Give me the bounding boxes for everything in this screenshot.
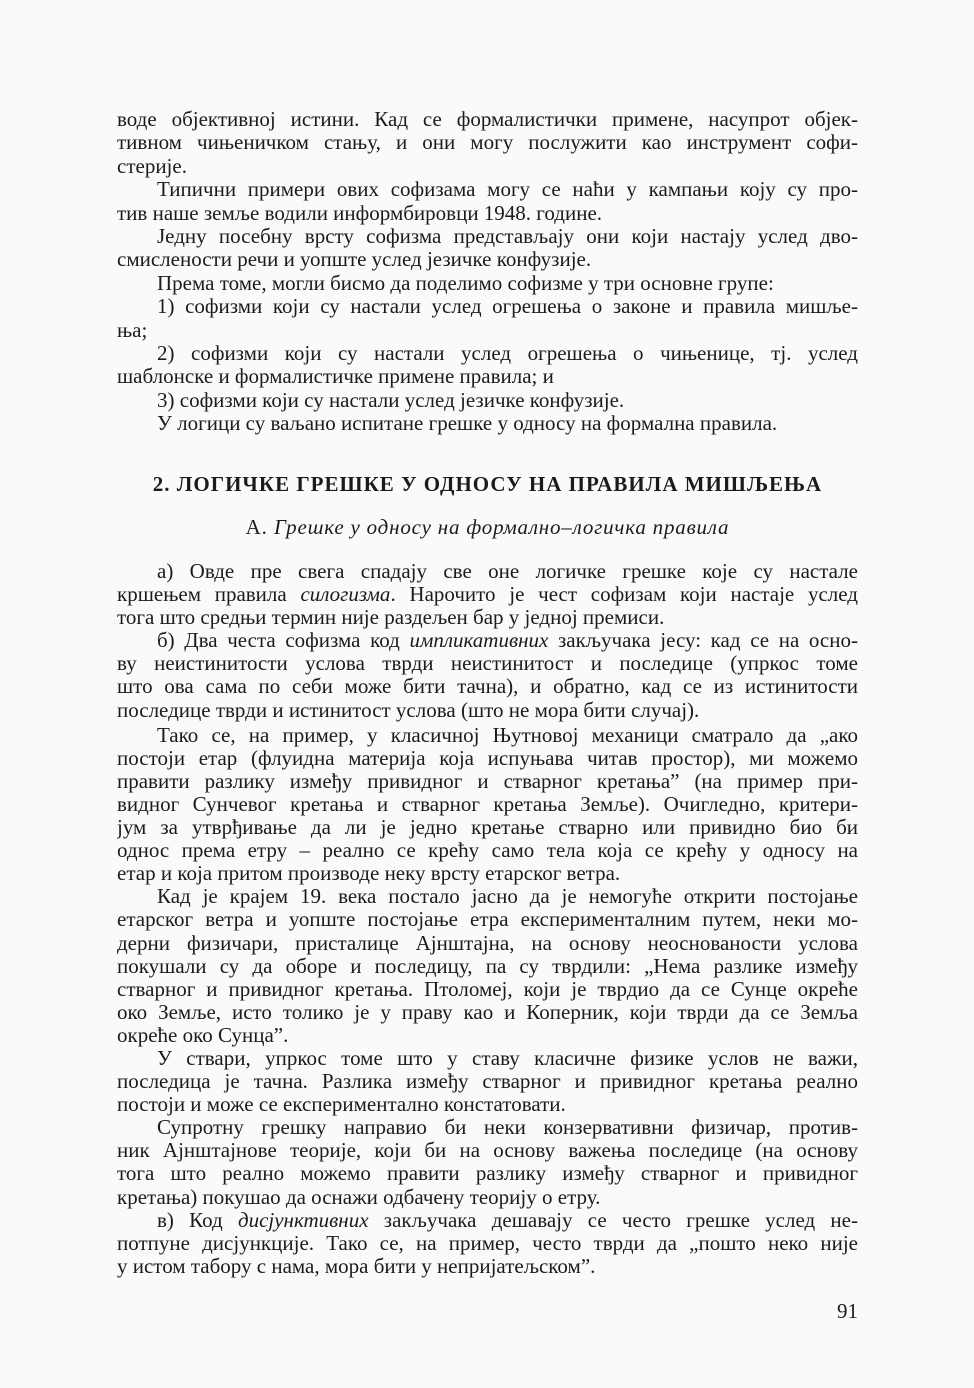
text-line: кретања) покушао да оснажи одбачену теорију о етру. <box>117 1185 601 1209</box>
text-line: шаблонске и формалистичке примене правила; и <box>117 365 554 389</box>
line-text: в) Код <box>157 1208 238 1232</box>
text-line: етар и која притом производе неку врсту етарског ветра. <box>117 862 621 886</box>
line-text: закључака дешавају се често грешке услед не- <box>368 1208 858 1232</box>
paragraph <box>117 225 858 272</box>
line-text: кршењем правила <box>117 583 301 607</box>
list-item <box>117 389 858 412</box>
text-line: 1) софизми који су настали услед огрешења о законе и правила мишље- <box>157 295 858 319</box>
text-line: јум за утврђивање да ли је једно кретање стварно или привидно био би <box>117 816 858 840</box>
text-line: тога што реално можемо правити разлику између стварног и привидног <box>117 1162 858 1186</box>
section-heading: 2. ЛОГИЧКЕ ГРЕШКЕ У ОДНОСУ НА ПРАВИЛА МИШЉЕЊА <box>152 472 823 496</box>
text-line: Кад је крајем 19. века постало јасно да је немогуће открити постојање <box>157 885 858 909</box>
text-line: стерије. <box>117 154 187 178</box>
text-line: У логици су ваљано испитане грешке у односу на формална правила. <box>157 412 778 436</box>
italic-term: импликативних <box>409 629 549 653</box>
text-line: ња; <box>117 318 148 342</box>
text-line: дерни физичари, присталице Ајнштајна, на основу неоснованости услова <box>117 931 858 955</box>
text-line: у истом табору с нама, мора бити у непријатељском”. <box>117 1254 596 1278</box>
paragraph <box>117 560 858 629</box>
text-line: ву неистинитости услова тврди неистинитост и последице (упркос томе <box>117 652 858 676</box>
paragraph <box>117 178 858 225</box>
text-line: тога што средњи термин није раздељен бар у једној премиси. <box>117 606 665 630</box>
text-line: покушали су да оборе и последицу, па су тврдили: „Нема разлике између <box>117 954 858 978</box>
paragraph <box>117 108 858 178</box>
text-line: тив наше земље водили информбировци 1948. године. <box>117 201 603 225</box>
text-line: Типични примери ових софизама могу се наћи у кампањи коју су про- <box>157 178 858 202</box>
paragraph <box>117 412 858 435</box>
text-line: 3) софизми који су настали услед језичке конфузије. <box>157 388 625 412</box>
paragraph <box>117 885 858 1047</box>
text-line: видног Сунчевог кретања и стварног кретања Земље). Очигледно, критери- <box>117 792 858 816</box>
text-line <box>117 1209 858 1232</box>
subsection-label: А. <box>245 515 268 539</box>
italic-term: силогизма <box>300 583 391 607</box>
section-text-block <box>117 560 858 1278</box>
line-text: . Нарочито је чест софизам који настаје услед <box>390 583 858 607</box>
line-text: закључака јесу: кад се на осно- <box>548 629 858 653</box>
text-line: окреће око Сунца”. <box>117 1023 289 1047</box>
intro-text-block <box>117 108 858 435</box>
list-item <box>117 342 858 389</box>
subsection-title: Грешке у односу на формално–логичка правила <box>273 515 730 539</box>
text-line: последица је тачна. Разлика између стварног и привидног кретања реално <box>117 1070 858 1094</box>
text-line <box>117 629 858 652</box>
text-line: 2) софизми који су настали услед огрешења о чињенице, тј. услед <box>157 341 858 365</box>
text-line: ник Ајнштајнове теорије, који би на основу важења последице (на основу <box>117 1139 858 1163</box>
italic-term: дисјунктивних <box>237 1208 369 1232</box>
text-line: Једну посебну врсту софизма представљају они који настају услед дво- <box>157 224 858 248</box>
text-line: Тако се, на пример, у класичној Њутновој механици сматрало да „ако <box>157 723 858 747</box>
paragraph <box>117 629 858 721</box>
text-line: смислености речи и уопште услед језичке конфузије. <box>117 248 592 272</box>
paragraph <box>117 272 858 295</box>
text-line: постоји и може се експериментално констатовати. <box>117 1093 566 1117</box>
text-line: постоји етар (флуидна материја која испуњава читав простор), ми можемо <box>117 746 858 770</box>
text-line: етарског ветра и уопште постојање етра експерименталним путем, неки мо- <box>117 908 858 932</box>
text-line: правити разлику између привидног и стварног кретања” (на пример при- <box>117 769 858 793</box>
page-number: 91 <box>837 1299 858 1323</box>
paragraph <box>117 724 858 886</box>
text-line: однос према етру – реално се крећу само тела која се крећу у односу на <box>117 839 858 863</box>
text-line: Према томе, могли бисмо да поделимо софизме у три основне групе: <box>157 271 774 295</box>
text-line: У ствари, упркос томе што у ставу класичне физике услов не важи, <box>157 1046 858 1070</box>
text-line: потпуне дисјункције. Тако се, на пример, често тврди да „пошто неко није <box>117 1231 858 1255</box>
text-line: воде објективној истини. Кад се формалистички примене, насупрот објек- <box>117 108 858 131</box>
text-line: око Земље, исто толико је у праву као и Коперник, који тврди да се Земља <box>117 1000 858 1024</box>
text-line: што ова сама по себи може бити тачна), и обратно, кад се из истинитости <box>117 675 858 699</box>
paragraph <box>117 1047 858 1116</box>
subsection-heading <box>117 516 858 539</box>
list-item <box>117 295 858 342</box>
text-line: тивном чињеничком стању, и они могу послужити као инструмент софи- <box>117 131 858 155</box>
line-text: б) Два честа софизма код <box>157 629 410 653</box>
text-line: последице тврди и истинитост услова (што не мора бити случај). <box>117 698 700 722</box>
text-line: Супротну грешку направио би неки конзервативни физичар, против- <box>157 1116 858 1140</box>
paragraph <box>117 1116 858 1208</box>
text-line: стварног и привидног кретања. Птоломеј, који је тврдио да се Сунце окреће <box>117 977 858 1001</box>
paragraph <box>117 1209 858 1278</box>
text-line <box>117 583 858 606</box>
text-line: а) Овде пре свега спадају све оне логичке грешке које су настале <box>157 560 858 583</box>
